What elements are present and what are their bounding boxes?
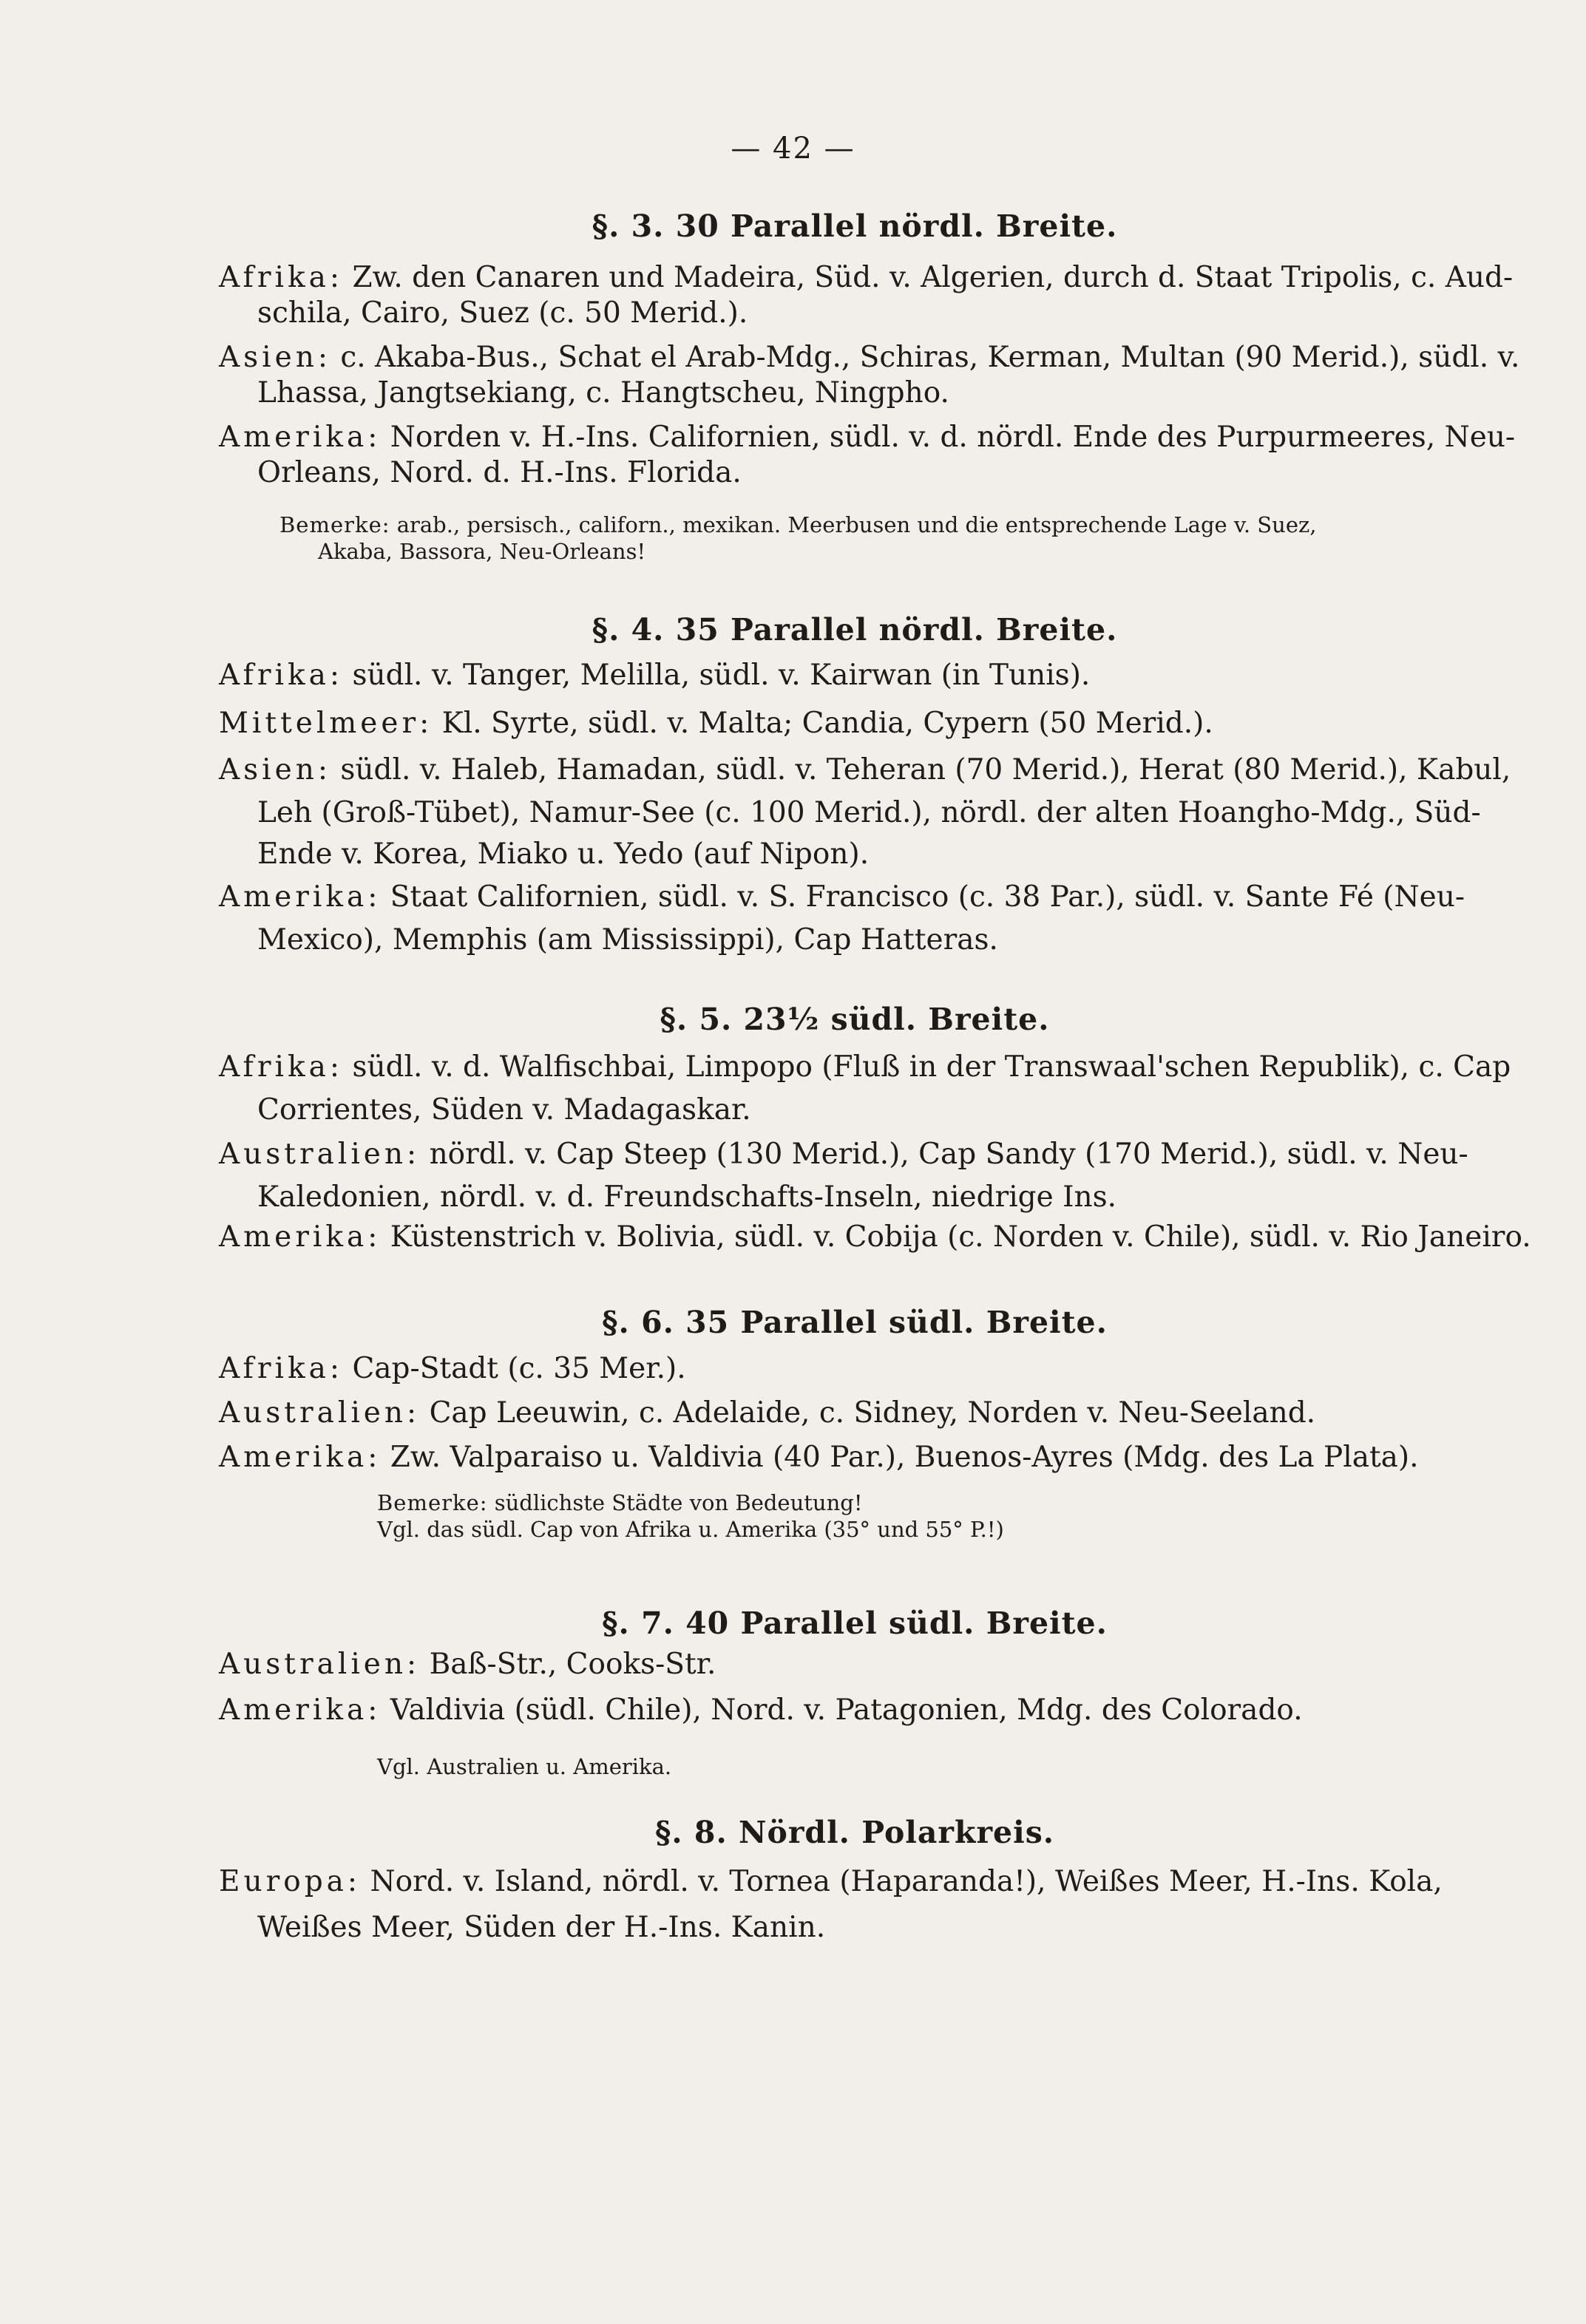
note-text: südlichste Städte von Bedeutung!: [494, 1490, 863, 1515]
entry-text: Lhassa, Jangtsekiang, c. Hangtscheu, Ningpho.: [257, 376, 949, 410]
region-label: Afrika:: [219, 1050, 344, 1084]
entry-text: Küstenstrich v. Bolivia, südl. v. Cobija (c. Norden v. Chile), südl. v. Rio Janeiro.: [390, 1220, 1531, 1254]
note-text: Vgl. Australien u. Amerika.: [377, 1754, 672, 1779]
entry-text: Orleans, Nord. d. H.-Ins. Florida.: [257, 456, 742, 489]
entry-text: Kaledonien, nördl. v. d. Freundschafts-Inseln, niedrige Ins.: [257, 1180, 1117, 1214]
region-label: Australien:: [219, 1138, 421, 1171]
entry-afrika: [219, 1050, 1511, 1128]
region-label: Europa:: [219, 1865, 362, 1898]
section-7: [219, 1606, 1491, 1641]
note-text: Vgl. das südl. Cap von Afrika u. Amerika (35° und 55° P.!): [377, 1517, 1004, 1542]
page-number: — 42 —: [731, 132, 855, 166]
entry-amerika: [219, 1220, 1531, 1255]
section-8: [219, 1815, 1491, 1850]
note-text: arab., persisch., californ., mexikan. Meerbusen und die entsprechende Lage v. Suez,: [396, 512, 1317, 537]
section-heading: §. 3. 30 Parallel nördl. Breite.: [592, 208, 1118, 244]
note-bemerke: [279, 512, 1551, 565]
entry-text: Corrientes, Süden v. Madagaskar.: [257, 1093, 751, 1127]
entry-text: Cap-Stadt (c. 35 Mer.).: [352, 1352, 686, 1385]
note-text: Akaba, Bassora, Neu-Orleans!: [318, 539, 646, 564]
region-label: Asien:: [219, 753, 331, 786]
region-label: Afrika:: [219, 659, 344, 692]
entry-asien: [219, 752, 1511, 872]
entry-text: Valdivia (südl. Chile), Nord. v. Patagonien, Mdg. des Colorado.: [390, 1693, 1303, 1727]
region-label: Amerika:: [219, 1693, 382, 1727]
entry-afrika: [219, 658, 1491, 693]
entry-europa: [219, 1864, 1491, 1946]
entry-text: Leh (Groß-Tübet), Namur-See (c. 100 Merid.), nördl. der alten Hoangho-Mdg., Süd-: [257, 796, 1481, 829]
region-label: Amerika:: [219, 1441, 382, 1474]
entry-afrika: [219, 260, 1514, 331]
section-5: [219, 1002, 1491, 1037]
entry-mittelmeer: [219, 706, 1491, 741]
entry-text: Norden v. H.-Ins. Californien, südl. v. d. nördl. Ende des Purpurmeeres, Neu-: [390, 421, 1516, 454]
section-heading: §. 6. 35 Parallel südl. Breite.: [602, 1305, 1108, 1340]
entry-australien: [219, 1137, 1491, 1215]
note-vergleich: [377, 1753, 1586, 1780]
entry-text: c. Akaba-Bus., Schat el Arab-Mdg., Schiras, Kerman, Multan (90 Merid.), südl. v.: [340, 341, 1520, 374]
section-heading: §. 7. 40 Parallel südl. Breite.: [602, 1606, 1108, 1641]
section-heading: §. 5. 23½ südl. Breite.: [660, 1002, 1050, 1037]
entry-australien: [219, 1647, 1491, 1682]
note-label: Bemerke:: [377, 1490, 488, 1515]
entry-text: Baß-Str., Cooks-Str.: [429, 1648, 716, 1681]
note-label: Bemerke:: [279, 512, 390, 537]
entry-text: südl. v. d. Walfischbai, Limpopo (Fluß in der Transwaal'schen Republik), c. Cap: [352, 1050, 1511, 1084]
section-heading: §. 8. Nördl. Polarkreis.: [654, 1815, 1055, 1850]
region-label: Amerika:: [219, 1220, 382, 1254]
region-label: Afrika:: [219, 1352, 344, 1385]
entry-text: Zw. den Canaren und Madeira, Süd. v. Algerien, durch d. Staat Tripolis, c. Aud-: [352, 261, 1514, 294]
entry-afrika: [219, 1351, 1491, 1387]
entry-text: schila, Cairo, Suez (c. 50 Merid.).: [257, 296, 748, 330]
region-label: Mittelmeer:: [219, 707, 433, 740]
section-6: [219, 1305, 1491, 1340]
entry-amerika: [219, 1440, 1491, 1475]
section-3: [219, 208, 1491, 244]
entry-text: Nord. v. Island, nördl. v. Tornea (Haparanda!), Weißes Meer, H.-Ins. Kola,: [370, 1865, 1443, 1898]
entry-text: Cap Leeuwin, c. Adelaide, c. Sidney, Norden v. Neu-Seeland.: [429, 1396, 1316, 1430]
entry-asien: [219, 340, 1520, 411]
region-label: Australien:: [219, 1648, 421, 1681]
entry-text: Mexico), Memphis (am Mississippi), Cap Hatteras.: [257, 923, 998, 957]
region-label: Afrika:: [219, 261, 344, 294]
region-label: Amerika:: [219, 880, 382, 914]
entry-australien: [219, 1396, 1491, 1431]
section-heading: §. 4. 35 Parallel nördl. Breite.: [592, 612, 1118, 648]
note-bemerke: [377, 1489, 1586, 1543]
entry-text: Staat Californien, südl. v. S. Francisco (c. 38 Par.), südl. v. Sante Fé (Neu-: [390, 880, 1465, 914]
entry-text: Ende v. Korea, Miako u. Yedo (auf Nipon).: [257, 837, 870, 871]
entry-text: südl. v. Tanger, Melilla, südl. v. Kairwan (in Tunis).: [352, 659, 1091, 692]
entry-text: nördl. v. Cap Steep (130 Merid.), Cap Sandy (170 Merid.), südl. v. Neu-: [429, 1138, 1468, 1171]
entry-text: Zw. Valparaiso u. Valdivia (40 Par.), Buenos-Ayres (Mdg. des La Plata).: [390, 1441, 1419, 1474]
region-label: Amerika:: [219, 421, 382, 454]
entry-text: Kl. Syrte, südl. v. Malta; Candia, Cypern (50 Merid.).: [441, 707, 1213, 740]
region-label: Australien:: [219, 1396, 421, 1430]
entry-text: südl. v. Haleb, Hamadan, südl. v. Teheran (70 Merid.), Herat (80 Merid.), Kabul,: [340, 753, 1511, 786]
entry-amerika: [219, 420, 1516, 491]
entry-text: Weißes Meer, Süden der H.-Ins. Kanin.: [257, 1911, 826, 1944]
entry-amerika: [219, 1693, 1491, 1728]
entry-amerika: [219, 880, 1491, 958]
region-label: Asien:: [219, 341, 331, 374]
section-4: [219, 612, 1491, 648]
